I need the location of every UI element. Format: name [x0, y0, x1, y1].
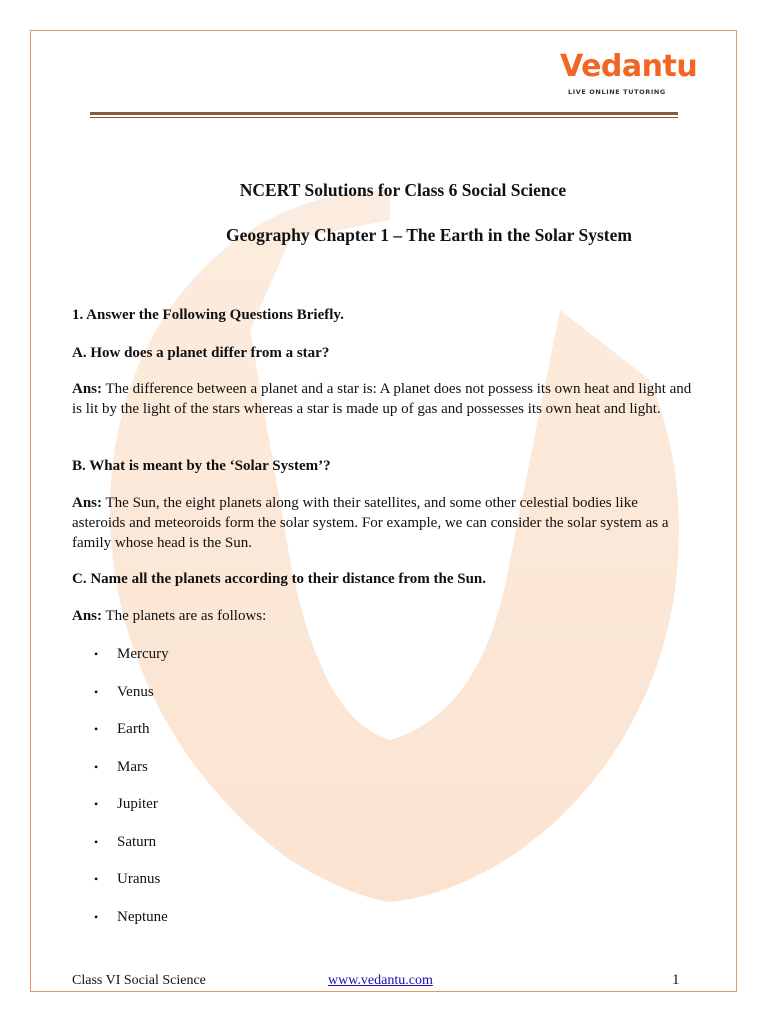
planet-name: Uranus — [117, 871, 161, 887]
planet-name: Jupiter — [117, 796, 158, 812]
vedantu-logo — [560, 49, 698, 102]
planet-name: Mercury — [117, 646, 169, 662]
answer-c — [72, 606, 694, 626]
answer-a-text: The difference between a planet and a star is: A planet does not possess its own heat and light and is lit by the light of the stars whereas a star is made up of gas and possesses its own heat and light. — [72, 381, 692, 417]
bullet-icon: • — [94, 722, 99, 736]
question-b: B. What is meant by the ‘Solar System’? — [72, 458, 331, 474]
bullet-icon: • — [94, 684, 99, 699]
list-item — [72, 644, 169, 682]
planet-name: Earth — [117, 721, 150, 737]
list-item — [72, 794, 169, 832]
list-item — [72, 719, 169, 757]
planet-name: Saturn — [117, 833, 157, 850]
bullet-icon: • — [94, 647, 99, 661]
planet-name: Neptune — [117, 908, 168, 925]
bullet-icon: • — [94, 759, 99, 774]
bullet-icon: • — [94, 834, 99, 849]
question-a: A. How does a planet differ from a star? — [72, 345, 330, 361]
question-c: C. Name all the planets according to their distance from the Sun. — [72, 571, 487, 587]
list-item — [72, 832, 169, 870]
list-item — [72, 682, 169, 720]
list-item — [72, 757, 169, 795]
bullet-icon: • — [94, 909, 99, 924]
answer-c-label: Ans: — [72, 608, 103, 624]
header-rule-thick — [90, 112, 678, 115]
footer-class-label: Class VI Social Science — [72, 973, 206, 988]
answer-a — [72, 379, 694, 419]
logo-tagline: LIVE ONLINE TUTORING — [568, 88, 666, 96]
planet-list — [72, 644, 169, 944]
bullet-icon: • — [94, 872, 99, 886]
list-item — [72, 869, 169, 907]
bullet-icon: • — [94, 797, 99, 811]
logo-wordmark: Vedantu — [560, 49, 698, 84]
section-heading: 1. Answer the Following Questions Briefly. — [72, 307, 344, 323]
answer-b-label: Ans: — [72, 495, 103, 511]
answer-a-label: Ans: — [72, 381, 103, 397]
page-number: 1 — [672, 972, 680, 988]
answer-b — [72, 493, 694, 553]
footer-website-link[interactable]: www.vedantu.com — [328, 973, 433, 988]
answer-b-text: The Sun, the eight planets along with their satellites, and some other celestial bodies like asteroids and meteoroids form the solar system. For example, we can consider the solar system as a family whose head is the Sun. — [72, 495, 669, 551]
header-rule-thin — [90, 117, 678, 118]
list-item — [72, 907, 169, 945]
planet-name: Venus — [117, 683, 154, 700]
answer-c-text: The planets are as follows: — [102, 608, 267, 624]
planet-name: Mars — [117, 758, 148, 775]
document-title-line1: NCERT Solutions for Class 6 Social Science — [239, 180, 567, 200]
document-title-line2: Geography Chapter 1 – The Earth in the Solar System — [226, 225, 632, 245]
